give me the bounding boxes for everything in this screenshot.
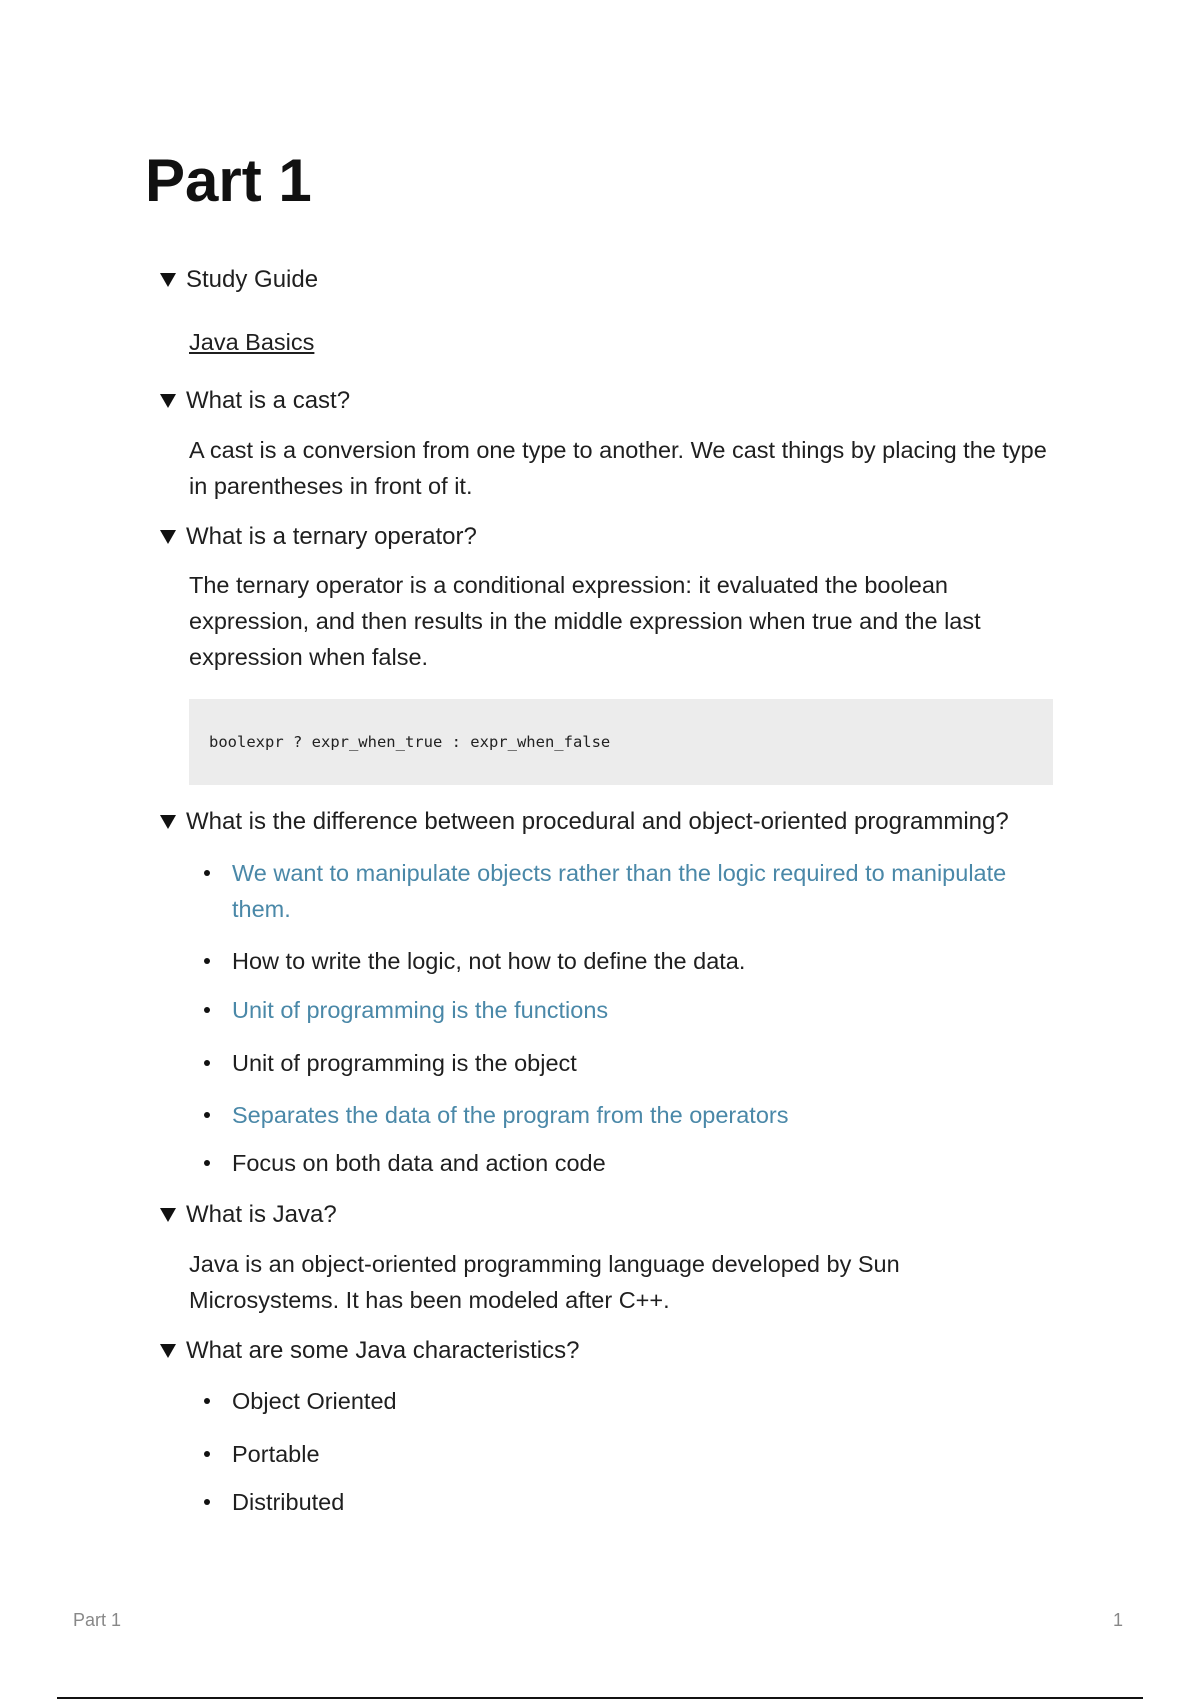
list-item: We want to manipulate objects rather than the logic required to manipulate them. bbox=[204, 855, 1044, 927]
ternary-answer: The ternary operator is a conditional expression: it evaluated the boolean expression, and then results in the middle expression when true and the last expression when false. bbox=[189, 572, 981, 670]
list-item: How to write the logic, not how to define the data. bbox=[204, 943, 1044, 979]
toggle-what-is-java[interactable] bbox=[160, 1199, 337, 1231]
bullet-icon bbox=[204, 1499, 210, 1505]
toggle-heading: What are some Java characteristics? bbox=[186, 1337, 580, 1364]
study-guide-content bbox=[189, 324, 1049, 360]
page-number: 1 bbox=[1112, 1610, 1123, 1630]
bullet-icon bbox=[204, 1451, 210, 1457]
toggle-heading: What is the difference between procedural and object-oriented programming? bbox=[186, 808, 1009, 835]
footer-title: Part 1 bbox=[73, 1610, 122, 1630]
bullet-icon bbox=[204, 1398, 210, 1404]
bullet-icon bbox=[204, 1007, 210, 1013]
list-item: Unit of programming is the functions bbox=[204, 992, 1044, 1028]
toggle-heading: What is a cast? bbox=[186, 387, 351, 414]
toggle-what-is-a-cast[interactable] bbox=[160, 385, 350, 417]
triangle-down-icon[interactable] bbox=[160, 815, 176, 829]
java-basics-link[interactable]: Java Basics bbox=[189, 329, 315, 355]
toggle-ternary-operator[interactable] bbox=[160, 521, 477, 553]
code-block bbox=[189, 699, 1053, 785]
triangle-down-icon[interactable] bbox=[160, 530, 176, 544]
java-answer: Java is an object-oriented programming language developed by Sun Microsystems. It has been modeled after C++. bbox=[189, 1251, 900, 1313]
page-bottom-rule bbox=[57, 1697, 1143, 1699]
triangle-down-icon[interactable] bbox=[160, 1344, 176, 1358]
toggle-study-guide[interactable] bbox=[160, 264, 318, 296]
code-text: boolexpr ? expr_when_true : expr_when_false bbox=[209, 733, 611, 751]
list-item: Separates the data of the program from the operators bbox=[204, 1097, 1044, 1133]
page-title: Part 1 bbox=[145, 147, 312, 214]
bullet-icon bbox=[204, 1060, 210, 1066]
toggle-procedural-vs-oop[interactable] bbox=[160, 806, 1009, 838]
list-item: Focus on both data and action code bbox=[204, 1145, 1044, 1181]
bullet-icon bbox=[204, 870, 210, 876]
toggle-heading: Study Guide bbox=[186, 266, 319, 293]
bullet-icon bbox=[204, 1112, 210, 1118]
list-item: Object Oriented bbox=[204, 1383, 1044, 1419]
triangle-down-icon[interactable] bbox=[160, 394, 176, 408]
triangle-down-icon[interactable] bbox=[160, 1208, 176, 1222]
toggle-heading: What is a ternary operator? bbox=[186, 523, 477, 550]
bullet-icon bbox=[204, 958, 210, 964]
cast-answer: A cast is a conversion from one type to another. We cast things by placing the type in parentheses in front of it. bbox=[189, 437, 1047, 499]
list-item: Portable bbox=[204, 1436, 1044, 1472]
toggle-java-characteristics[interactable] bbox=[160, 1335, 579, 1367]
list-item: Unit of programming is the object bbox=[204, 1045, 1044, 1081]
list-item: Distributed bbox=[204, 1484, 1044, 1520]
toggle-heading: What is Java? bbox=[186, 1201, 337, 1228]
bullet-icon bbox=[204, 1160, 210, 1166]
triangle-down-icon[interactable] bbox=[160, 273, 176, 287]
